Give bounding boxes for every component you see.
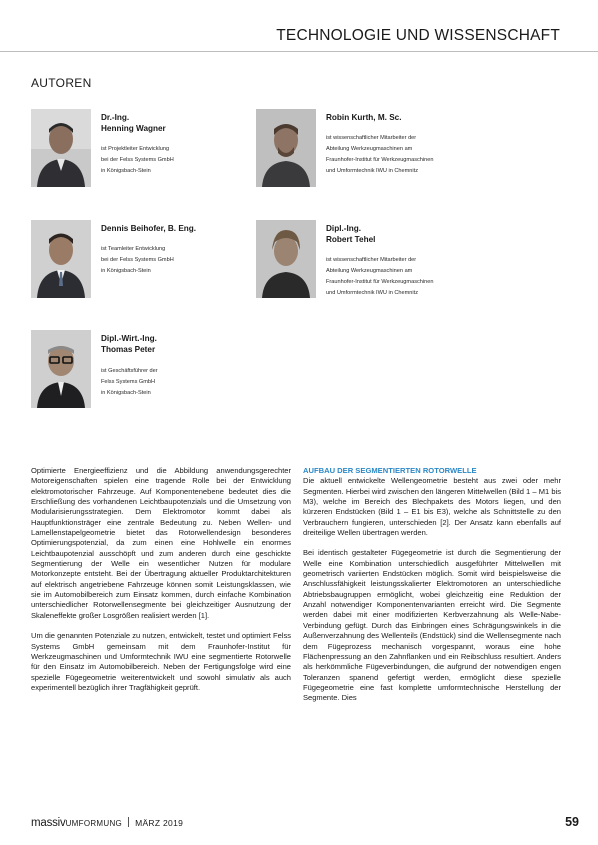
body-paragraph: Um die genannten Potenziale zu nutzen, entwickelt, testet und optimiert Felss Systems GmbH gemeinsam mit dem Fraunhofer-Institut für Werkzeugmaschinen und Umformtechnik IWU eine segmentierte Rotorwelle für den Einsatz im Automobilbereich. Neben der Fertigungsfolge wird eine spezielle Fügegeometrie weiterentwickelt und sowohl simulativ als auch experimentell bezüglich ihrer Tragfähigkeit geprüft. (31, 631, 291, 692)
page-section-title: TECHNOLOGIE UND WISSENSCHAFT (276, 27, 560, 44)
author-desc-line: bei der Felss Systems GmbH (101, 157, 174, 163)
author-desc-line: ist Geschäftsführer der (101, 368, 158, 374)
author-desc-line: bei der Felss Systems GmbH (101, 257, 174, 263)
body-paragraph: Optimierte Energieeffizienz und die Abbildung anwendungsgerechter Motoreigenschaften spielen eine tragende Rolle bei der Entwicklung elektromotorischer Fahrzeuge. Auf Komponentenebene bedeutet dies die Erschließung des vorhandenen Leichtbaupotenzials und die Umsetzung von Modularisierungsstrategien. Dem Elektromotor kommt dabei als Hauptfunktionsträger eine zentrale Bedeutung zu. Neben Wellen- und Lamellenstapelgeometrie bietet das Rotorwellendesign besonderes Optimierungspotenzial, da zum einen eine Hohlwelle ein enormes Leichtbaupotenzial ausschöpft und zum anderen durch eine geschickte Segmentierung der Welle ein wesentlicher Nutzen für modulare Motorkonzepte entsteht. Bei der Übertragung aktueller Produktarchitekturen auf elektrisch angetriebene Fahrzeuge können somit Leistungsklassen, wie sie im Automobilbereich zum Einsatz kommen, durch einfache Kombination unterschiedlicher Rotorwellensegmente bei gleichzeitiger Ausnutzung der Skaleneffekte großer Losgrößen realisiert werden [1]. (31, 466, 291, 620)
author-desc-line: und Umformtechnik IWU in Chemnitz (326, 168, 419, 174)
body-column-left (31, 466, 291, 703)
author-desc-line: und Umformtechnik IWU in Chemnitz (326, 290, 419, 296)
author-name-line1: Dennis Beihofer, B. Eng. (101, 224, 197, 233)
author-photo-peter (31, 330, 91, 408)
author-name-line2: Henning Wagner (101, 124, 166, 133)
author-desc-line: Felss Systems GmbH (101, 379, 156, 385)
author-photo-tehel (256, 220, 316, 298)
issue-date: MÄRZ 2019 (135, 818, 184, 828)
author-desc-line: ist Projektleiter Entwicklung (101, 146, 170, 152)
author-desc-line: Abteilung Werkzeugmaschinen am (326, 146, 413, 152)
author-desc-line: in Königsbach-Stein (101, 390, 151, 396)
footer-separator (128, 817, 129, 827)
author-desc-line: ist wissenschaftlicher Mitarbeiter der (326, 135, 417, 141)
author-desc-line: in Königsbach-Stein (101, 168, 151, 174)
header-divider (0, 51, 598, 52)
author-desc-line: Fraunhofer-Institut für Werkzeugmaschinen (326, 279, 434, 285)
page-number: 59 (565, 815, 579, 829)
author-desc-line: ist Teamleiter Entwicklung (101, 246, 166, 252)
body-paragraph: Bei identisch gestalteter Fügegeometrie ist durch die Segmentierung der Welle eine Kombination unterschiedlich ausgeführter Mittelwellen mit geometrisch variierten Endstücken möglich. Somit wird beispielsweise die Anschlussfähigkeit leistungsskalierter Elektromotoren an unterschiedliche Abtriebsbaugruppen ermöglicht, wobei gleichzeitig eine Reduktion der Anzahl notwendiger Komponentenvarianten erreicht wird. Die Segmente werden dabei mit einer modifizierten Kerbverzahnung als Welle-Nabe-Verbindung gefügt. Durch das Einbringen eines Schrägungswinkels in die Außenverzahnung des Wellenteils (Endstück) sind die Wellensegmente nach dem Fügeprozess mechanisch vorgespannt, woraus eine hohe Flächenpressung an den Zahnflanken und ein Reibschluss resultiert. Anders als herkömmliche Fügeverbindungen, die aufgrund der notwendigen engen Toleranzen spanend gefertigt werden, ermöglicht diese spezielle Fügegeometrie eine fast komplette umformtechnische Herstellung der Segmente. Dies (303, 548, 561, 703)
author-photo-beihofer (31, 220, 91, 298)
author-name-line1: Robin Kurth, M. Sc. (326, 113, 402, 122)
author-desc-line: Fraunhofer-Institut für Werkzeugmaschinen (326, 157, 434, 163)
footer (31, 817, 183, 829)
author-photo-wagner (31, 109, 91, 187)
author-desc-line: ist wissenschaftlicher Mitarbeiter der (326, 257, 417, 263)
magazine-logo-part1: massiv (31, 817, 66, 829)
body-paragraph: Die aktuell entwickelte Wellengeometrie besteht aus zwei oder mehr Segmenten. Hierbei wird zwischen den längeren Mittelwellen (Bild 1 – M1 bis M3), welche im Bereich des Blechpakets des Motors liegen, und den kürzeren Endstücken (Bild 1 – E1 bis E3), welche als Schnittstelle zu den Verbrauchern fungieren, unterschieden [2]. Der Ansatz kann ebenfalls auf dreiteilige Wellen übertragen werden. (303, 476, 561, 538)
author-desc-line: in Königsbach-Stein (101, 268, 151, 274)
section-subheading: AUFBAU DER SEGMENTIERTEN ROTORWELLE (303, 466, 477, 475)
magazine-logo-part2: UMFORMUNG (65, 819, 123, 828)
author-name-line2: Thomas Peter (101, 345, 156, 354)
author-desc-line: Abteilung Werkzeugmaschinen am (326, 268, 413, 274)
authors-heading: AUTOREN (31, 76, 92, 90)
author-photo-kurth (256, 109, 316, 187)
author-name-line1: Dipl.-Wirt.-Ing. (101, 334, 157, 343)
author-name-line1: Dr.-Ing. (101, 113, 130, 122)
author-name-line2: Robert Tehel (326, 235, 376, 244)
body-column-right (303, 466, 561, 714)
author-name-line1: Dipl.-Ing. (326, 224, 362, 233)
